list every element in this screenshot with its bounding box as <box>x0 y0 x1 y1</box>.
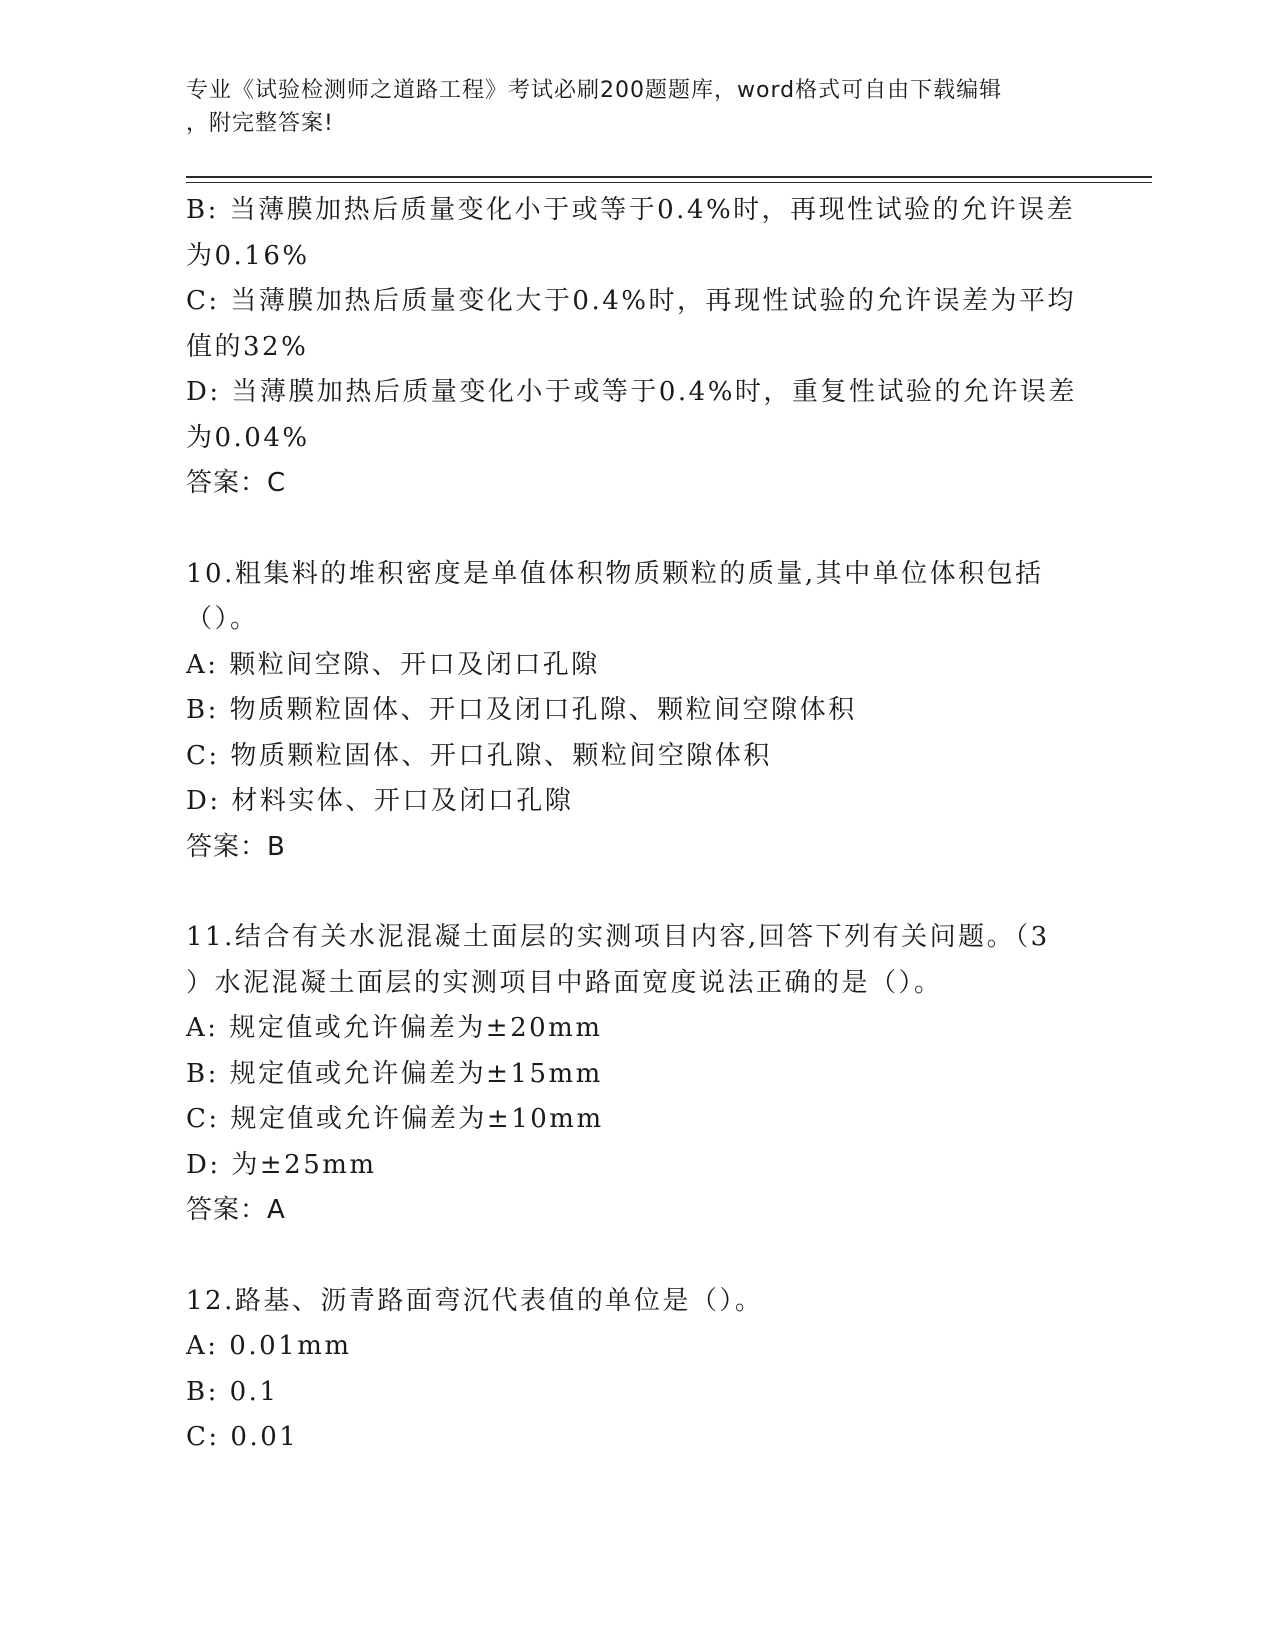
spacer <box>186 507 1086 552</box>
header-line-1: 专业《试验检测师之道路工程》考试必刷200题题库，word格式可自由下载编辑 <box>186 78 1003 103</box>
option-b-line-1: B: 当薄膜加热后质量变化小于或等于0.4%时，再现性试验的允许误差 <box>186 195 1076 225</box>
option-c: C: 规定值或允许偏差为±10mm <box>186 1104 604 1134</box>
question-stem-line-1: 10.粗集料的堆积密度是单值体积物质颗粒的质量,其中单位体积包括 <box>186 558 1044 589</box>
question-stem-line-1: 11.结合有关水泥混凝土面层的实测项目内容,回答下列有关问题。（3 <box>186 922 1050 952</box>
question-12 <box>186 1279 1086 1461</box>
question-stem-line-1: 12.路基、沥青路面弯沉代表值的单位是（）。 <box>186 1285 764 1316</box>
header-line-2: ，附完整答案! <box>186 111 334 136</box>
option-b: B: 规定值或允许偏差为±15mm <box>186 1058 603 1089</box>
spacer <box>186 870 1086 915</box>
option-d-line-2: 为0.04% <box>186 422 310 453</box>
option-c: C: 0.01 <box>186 1422 299 1452</box>
question-stem-line-2: ）水泥混凝土面层的实测项目中路面宽度说法正确的是（）。 <box>186 967 943 998</box>
header-rule-thick <box>186 176 1152 178</box>
option-d-line-1: D: 当薄膜加热后质量变化小于或等于0.4%时，重复性试验的允许误差 <box>186 377 1077 407</box>
header-rule-thin <box>186 182 1152 183</box>
question-11 <box>186 915 1086 1234</box>
option-c-line-1: C: 当薄膜加热后质量变化大于0.4%时，再现性试验的允许误差为平均 <box>186 286 1076 316</box>
question-stem-line-2: （）。 <box>186 604 259 634</box>
question-9 <box>186 188 1086 507</box>
question-content <box>186 188 1086 1461</box>
spacer <box>186 1234 1086 1279</box>
option-a: A: 颗粒间空隙、开口及闭口孔隙 <box>186 649 600 680</box>
option-d: D: 材料实体、开口及闭口孔隙 <box>186 786 574 816</box>
answer-label: 答案：C <box>186 468 287 498</box>
question-10 <box>186 552 1086 871</box>
document-header <box>186 74 1066 140</box>
answer-label: 答案：A <box>186 1195 286 1225</box>
option-a: A: 规定值或允许偏差为±20mm <box>186 1013 603 1043</box>
option-b-line-2: 为0.16% <box>186 240 310 271</box>
option-b: B: 物质颗粒固体、开口及闭口孔隙、颗粒间空隙体积 <box>186 695 857 725</box>
option-a: A: 0.01mm <box>186 1331 352 1361</box>
answer-label: 答案：B <box>186 831 286 862</box>
option-b: B: 0.1 <box>186 1376 279 1407</box>
option-c: C: 物质颗粒固体、开口孔隙、颗粒间空隙体积 <box>186 740 772 771</box>
option-d: D: 为±25mm <box>186 1149 377 1180</box>
option-c-line-2: 值的32% <box>186 331 309 362</box>
